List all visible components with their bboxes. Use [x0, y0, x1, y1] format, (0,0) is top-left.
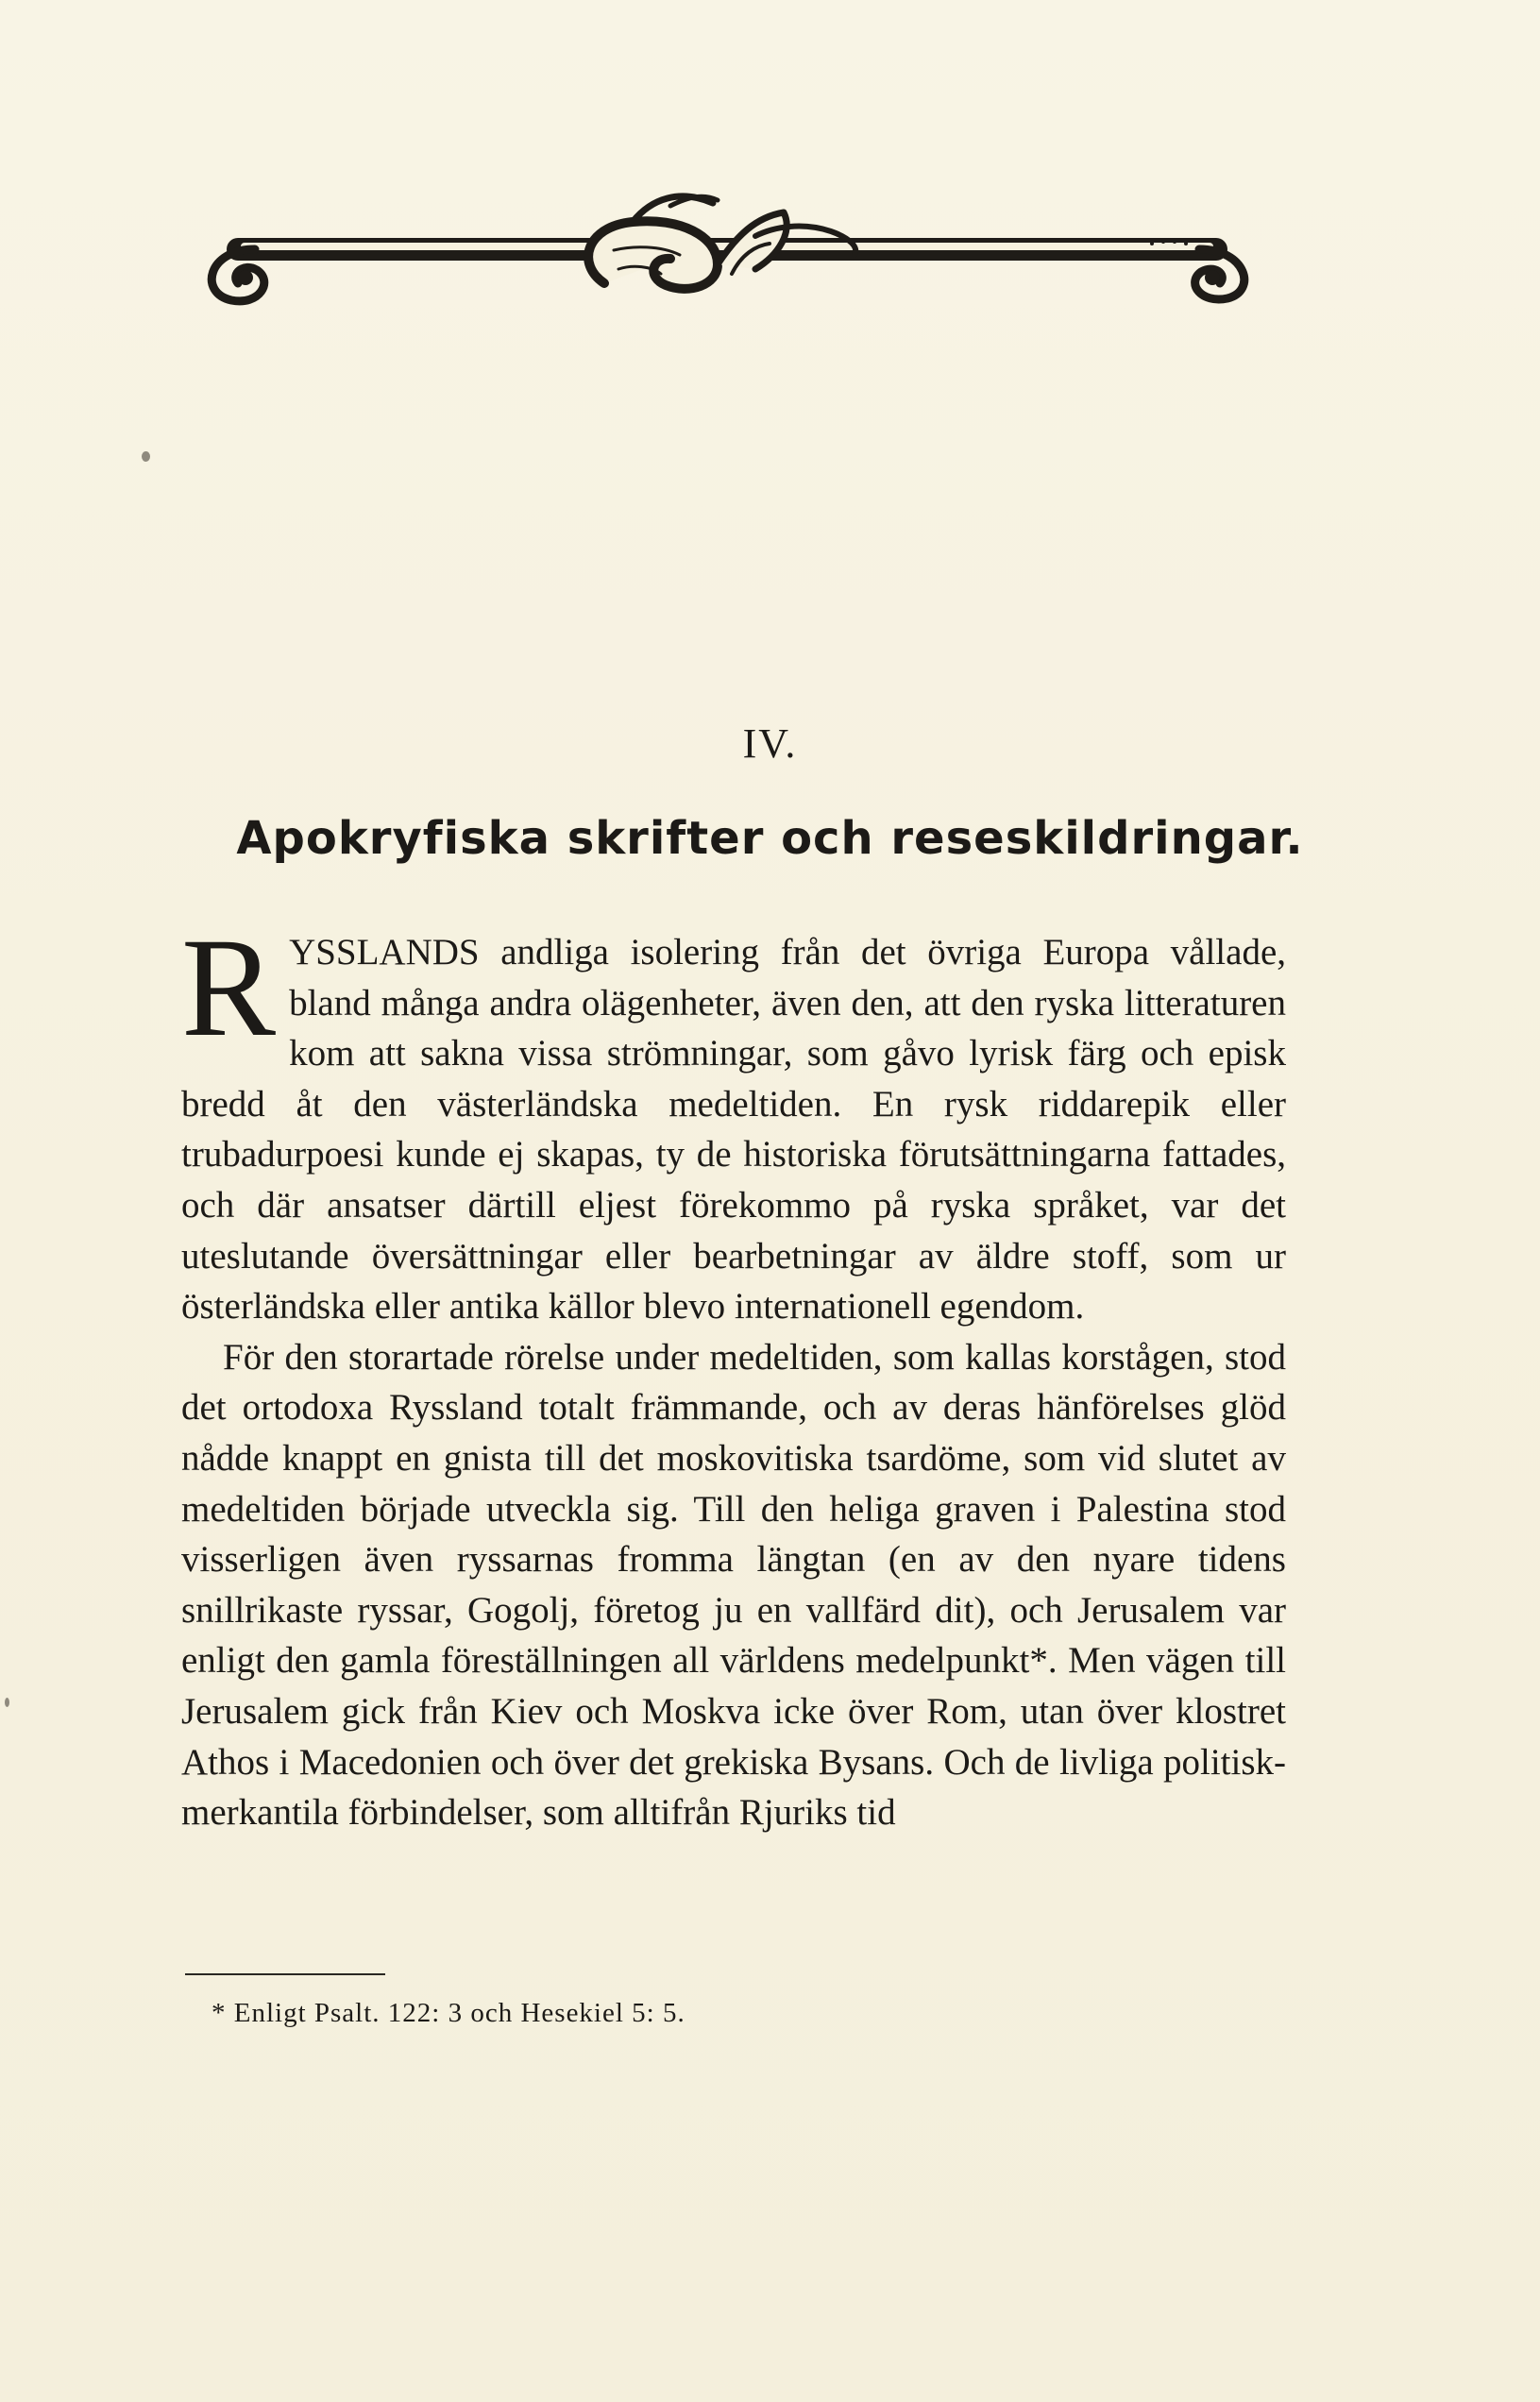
paper-speck: [5, 1698, 9, 1707]
paragraph: För den storartade rörelse under medeltiden, som kallas korstågen, stod det ortodoxa Ryssland totalt främmande, och av deras hänförelses glöd nådde knappt en gnista till det moskovitiska tsardöme, som vid slutet av medeltiden började utveckla sig. Till den heliga graven i Palestina stod visserligen även ryssarnas fromma längtan (en av den nyare tidens snillrikaste ryssar, Gogolj, företog ju en vallfärd dit), och Jerusalem var enligt den gamla föreställningen all världens medelpunkt*. Men vägen till Jerusalem gick från Kiev och Moskva icke över Rom, utan över klostret Athos i Macedonien och över det grekiska Bysans. Och de livliga politisk-merkantila förbindelser, som alltifrån Rjuriks tid: [181, 1336, 1286, 1834]
chapter-number: IV.: [742, 720, 798, 767]
paper-speck: [142, 451, 150, 462]
footnote: * Enligt Psalt. 122: 3 och Hesekiel 5: 5.: [212, 1998, 685, 2028]
footnote-divider: [185, 1973, 385, 1975]
chapter-title: Apokryfiska skrifter och reseskildringar.: [236, 812, 1304, 865]
drop-cap: R: [181, 909, 277, 1066]
paragraph: [181, 909, 1286, 1332]
scroll-ornament-icon: [189, 179, 1265, 321]
body-text: [181, 909, 1286, 1838]
paragraph-text: YSSLANDS andliga isolering från det övriga Europa vållade, bland många andra olägenheter, även den, att den ryska litteraturen kom att sakna vissa strömningar, som gåvo lyrisk färg och episk bredd åt den västerländska medeltiden. En rysk riddarepik eller trubadurpoesi kunde ej skapas, ty de historiska förutsättningarna fattades, och där ansatser därtill eljest förekommo på ryska språket, var det uteslutande översättningar eller bearbetningar av äldre stoff, som ur österländska eller antika källor blevo internationell egendom.: [181, 932, 1286, 1328]
